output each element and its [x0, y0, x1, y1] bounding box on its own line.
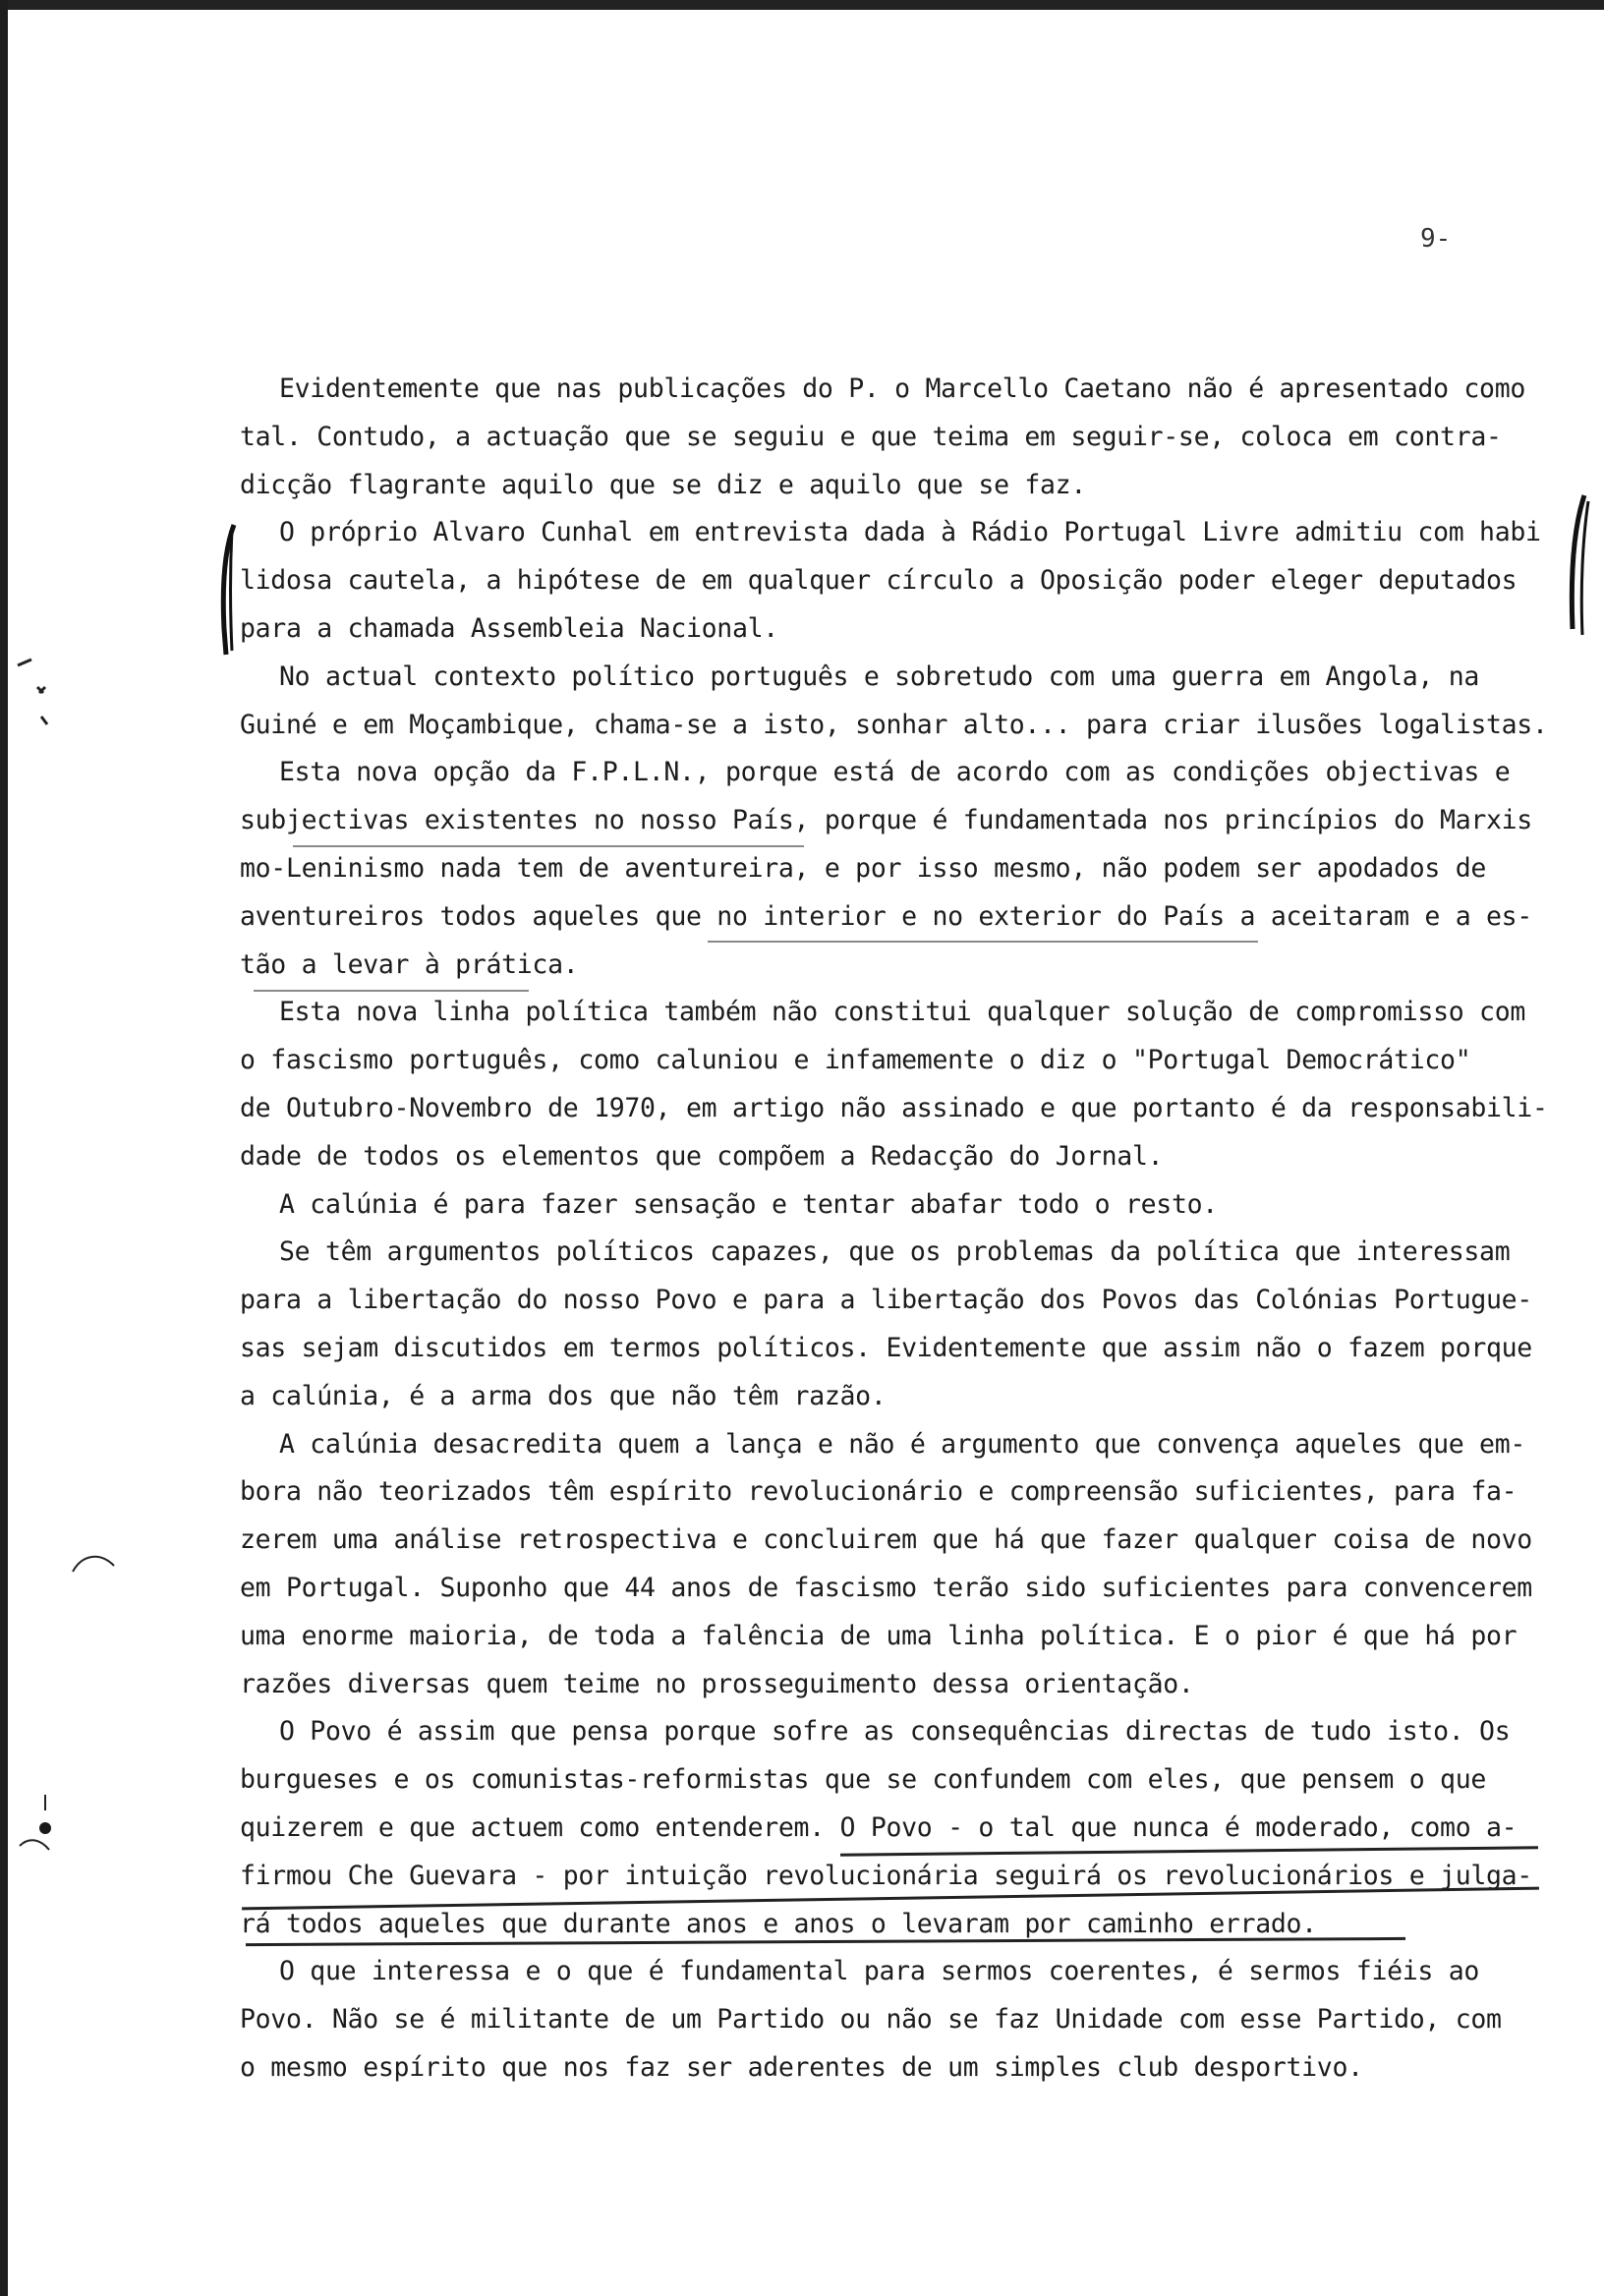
text-line: Esta nova opção da F.P.L.N., porque está de acordo com as condições objectivas e [279, 757, 1511, 788]
text-line: A calúnia é para fazer sensação e tentar abafar todo o resto. [279, 1188, 1218, 1220]
text-line: a calúnia, é a arma dos que não têm razão. [240, 1380, 887, 1411]
paragraph [240, 749, 1545, 989]
paragraph [240, 1421, 1545, 1709]
text-line: quizerem e que actuem como entenderem. O Povo - o tal que nunca é moderado, como a- [240, 1811, 1518, 1843]
text-line: Povo. Não se é militante de um Partido ou não se faz Unidade com esse Partido, com [240, 2004, 1502, 2036]
page-left-edge [0, 0, 8, 2296]
text-line: dicção flagrante aquilo que se diz e aquilo que se faz. [240, 469, 1086, 500]
document-body [240, 366, 1548, 2093]
right-margin-bracket-mark [1563, 491, 1592, 639]
left-margin-arc-mark [69, 1548, 118, 1578]
text-line: O próprio Alvaro Cunhal em entrevista dada à Rádio Portugal Livre admitiu com habi [279, 517, 1541, 548]
text-line: dade de todos os elementos que compõem a Redacção do Jornal. [240, 1140, 1164, 1172]
text-line: para a chamada Assembleia Nacional. [240, 612, 778, 644]
text-line: aventureiros todos aqueles que no interior e no exterior do País a aceitaram e a es- [240, 900, 1532, 932]
text-line: o mesmo espírito que nos faz ser aderentes de um simples club desportivo. [240, 2051, 1363, 2083]
text-line: em Portugal. Suponho que 44 anos de fascismo terão sido suficientes para convencerem [240, 1572, 1532, 1603]
left-margin-scribble-mark [10, 654, 49, 732]
page-top-edge [0, 0, 1604, 10]
text-line: subjectivas existentes no nosso País, porque é fundamentada nos princípios do Marxis [240, 805, 1532, 836]
paragraph [240, 1229, 1545, 1420]
text-line: bora não teorizados têm espírito revolucionário e compreensão suficientes, para fa- [240, 1476, 1518, 1508]
text-line: de Outubro-Novembro de 1970, em artigo não assinado e que portanto é da responsabili- [240, 1092, 1548, 1123]
paragraph [240, 989, 1548, 1180]
paragraph [240, 1181, 1545, 1230]
paragraph [240, 366, 1545, 509]
text-line: zerem uma análise retrospectiva e concluirem que há que fazer qualquer coisa de novo [240, 1524, 1532, 1556]
text-line: Se têm argumentos políticos capazes, que os problemas da política que interessam [279, 1236, 1511, 1268]
text-line: lidosa cautela, a hipótese de em qualquer círculo a Oposição poder eleger deputados [240, 565, 1518, 597]
text-line: sas sejam discutidos em termos políticos. Evidentemente que assim não o fazem porque [240, 1332, 1532, 1363]
text-line: burgueses e os comunistas-reformistas que se confundem com eles, que pensem o que [240, 1764, 1487, 1796]
page-number: 9- [1420, 224, 1452, 254]
paragraph [240, 654, 1548, 750]
text-line: uma enorme maioria, de toda a falência de uma linha política. E o pior é que há por [240, 1620, 1518, 1651]
text-line: Evidentemente que nas publicações do P. o Marcello Caetano não é apresentado como [279, 373, 1526, 404]
text-line: tal. Contudo, a actuação que se seguiu e que teima em seguir-se, coloca em contra- [240, 421, 1502, 452]
left-margin-ink-mark [10, 1789, 59, 1867]
text-line: para a libertação do nosso Povo e para a libertação dos Povos das Colónias Portugue- [240, 1285, 1532, 1316]
text-line: O Povo é assim que pensa porque sofre as consequências directas de tudo isto. Os [279, 1716, 1511, 1748]
text-line: Guiné e em Moçambique, chama-se a isto, sonhar alto... para criar ilusões logalistas. [240, 709, 1548, 740]
text-line: No actual contexto político português e sobretudo com uma guerra em Angola, na [279, 660, 1480, 692]
paragraph [240, 509, 1545, 653]
text-line: Esta nova linha política também não constitui qualquer solução de compromisso com [279, 997, 1526, 1028]
text-line: tão a levar à prática. [240, 948, 579, 980]
text-line: rá todos aqueles que durante anos e anos o levaram por caminho errado. [240, 1908, 1317, 1939]
text-line: mo-Leninismo nada tem de aventureira, e por isso mesmo, não podem ser apodados de [240, 852, 1487, 884]
text-line: firmou Che Guevara - por intuição revolucionária seguirá os revolucionários e julga- [240, 1860, 1532, 1891]
text-line: A calúnia desacredita quem a lança e não é argumento que convença aqueles que em- [279, 1428, 1526, 1460]
text-line: razões diversas quem teime no prosseguimento dessa orientação. [240, 1668, 1194, 1699]
paragraph [240, 1948, 1545, 2092]
text-line: o fascismo português, como caluniou e infamemente o diz o "Portugal Democrático" [240, 1045, 1471, 1076]
paragraph [240, 1708, 1545, 1948]
text-line: O que interessa e o que é fundamental para sermos coerentes, é sermos fiéis ao [279, 1956, 1480, 1987]
